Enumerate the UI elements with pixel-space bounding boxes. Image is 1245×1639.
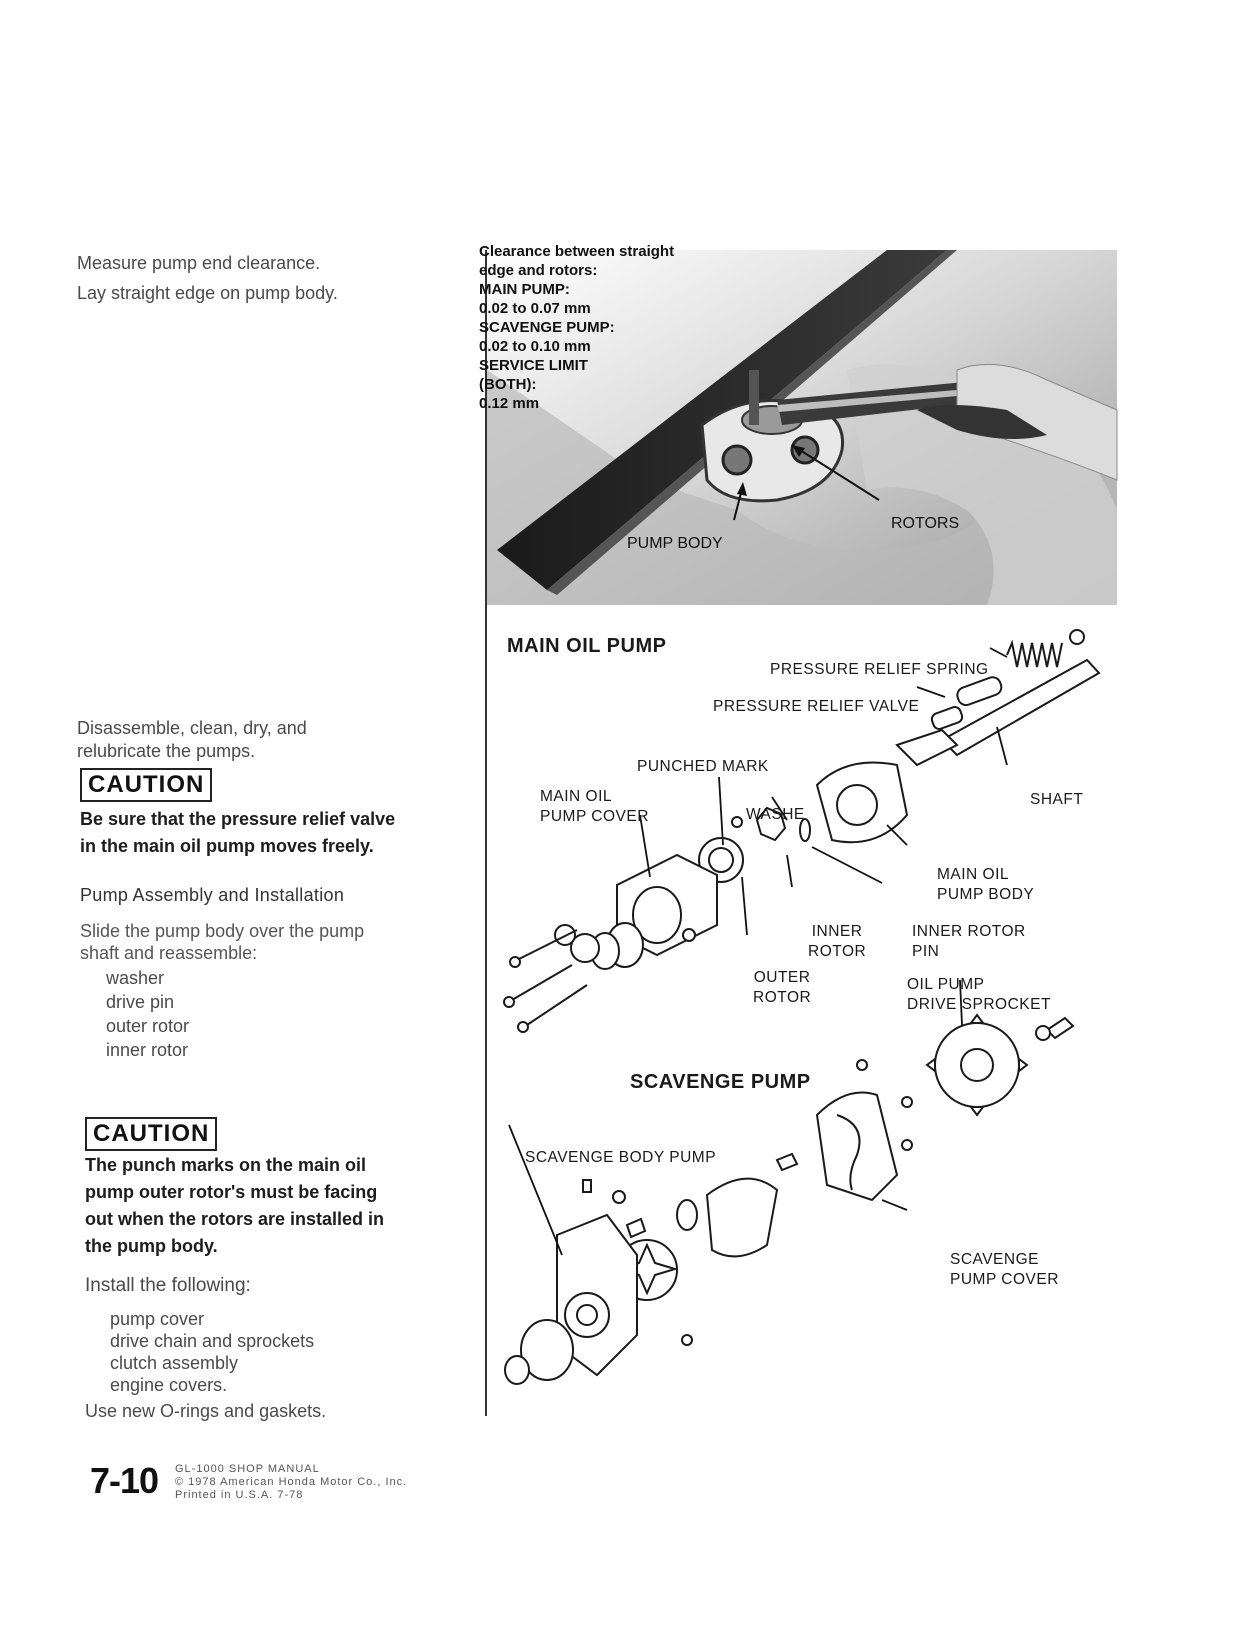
label-line: OIL PUMP (907, 976, 985, 993)
list-item: outer rotor (106, 1016, 190, 1036)
shaft-label: SHAFT (1030, 791, 1084, 808)
caution-1-text (80, 806, 395, 860)
caution-label-2: CAUTION (85, 1117, 217, 1151)
scavenge-pump-title: SCAVENGE PUMP (630, 1071, 811, 1093)
outer-rotor-label (753, 968, 811, 1008)
slide-line-2: shaft and reassemble: (80, 943, 258, 963)
footer-line-2: © 1978 American Honda Motor Co., Inc. (175, 1476, 408, 1488)
label-line: DRIVE SPROCKET (907, 996, 1051, 1013)
caution-2-line-2: pump outer rotor's must be facing (85, 1182, 378, 1202)
footer-line-1: GL-1000 SHOP MANUAL (175, 1463, 320, 1475)
washer-label: WASHE (746, 806, 805, 823)
spec-line: SERVICE LIMIT (479, 357, 588, 374)
caution-2-line-3: out when the rotors are installed in (85, 1209, 385, 1229)
disassemble-line-1: Disassemble, clean, dry, and (77, 718, 307, 738)
spec-line: 0.12 mm (479, 395, 540, 412)
spec-line: edge and rotors: (479, 262, 598, 279)
drive-sprocket-label (907, 975, 1051, 1015)
disassemble-line-2: relubricate the pumps. (77, 741, 256, 761)
inner-rotor-label (808, 922, 866, 962)
list-item: inner rotor (106, 1040, 189, 1060)
slide-line-1: Slide the pump body over the pump (80, 921, 365, 941)
footer-info (175, 1463, 407, 1502)
label-line: OUTER (753, 969, 811, 986)
rotors-label: ROTORS (891, 515, 960, 532)
intro-line-2: Lay straight edge on pump body. (77, 283, 338, 303)
pump-clearance-photo (479, 243, 1117, 605)
spec-line: (BOTH): (479, 376, 537, 393)
label-line: INNER (811, 923, 863, 940)
spec-block (479, 242, 674, 413)
pressure-relief-spring-label: PRESSURE RELIEF SPRING (770, 661, 989, 678)
spec-line: MAIN PUMP: (479, 281, 570, 298)
list-item: washer (106, 968, 165, 988)
label-line: PIN (912, 943, 940, 960)
caution-1-line-2: in the main oil pump moves freely. (80, 836, 374, 856)
main-oil-pump-cover-label (540, 787, 649, 827)
slide-list (106, 966, 189, 1062)
install-list (110, 1308, 314, 1396)
install-heading: Install the following: (85, 1275, 251, 1296)
caution-1-line-1: Be sure that the pressure relief valve (80, 809, 396, 829)
intro-text (77, 250, 338, 306)
caution-2-line-1: The punch marks on the main oil (85, 1155, 367, 1175)
label-line: ROTOR (753, 989, 812, 1006)
assembly-heading: Pump Assembly and Installation (80, 885, 345, 905)
scavenge-pump-cover-label (950, 1250, 1059, 1290)
label-line: MAIN OIL (540, 788, 613, 805)
caution-2-text (85, 1152, 384, 1260)
slide-text (80, 920, 364, 964)
list-item: drive chain and sprockets (110, 1331, 315, 1351)
main-oil-pump-title: MAIN OIL PUMP (507, 635, 667, 657)
spec-line: 0.02 to 0.10 mm (479, 338, 591, 355)
inner-rotor-pin-label (912, 922, 1026, 962)
list-item: pump cover (110, 1309, 205, 1329)
list-item: drive pin (106, 992, 175, 1012)
footer-line-3: Printed in U.S.A. 7-78 (175, 1489, 304, 1501)
spec-line: SCAVENGE PUMP: (479, 319, 615, 336)
list-item: clutch assembly (110, 1353, 239, 1373)
main-oil-pump-body-label (937, 865, 1034, 905)
list-item: engine covers. (110, 1375, 228, 1395)
punched-mark-label: PUNCHED MARK (637, 758, 769, 775)
label-line: PUMP COVER (540, 808, 649, 825)
pump-body-label: PUMP BODY (627, 535, 723, 552)
label-line: INNER ROTOR (912, 923, 1026, 940)
pressure-relief-valve-label: PRESSURE RELIEF VALVE (713, 698, 920, 715)
page-number: 7-10 (90, 1460, 159, 1501)
disassemble-text (77, 717, 307, 763)
scavenge-body-pump-label: SCAVENGE BODY PUMP (525, 1149, 717, 1166)
new-orings-text: Use new O-rings and gaskets. (85, 1401, 327, 1421)
caution-label-1: CAUTION (80, 768, 212, 802)
spec-line: 0.02 to 0.07 mm (479, 300, 591, 317)
exploded-pump-diagram (487, 615, 1117, 1415)
label-line: SCAVENGE (950, 1251, 1039, 1268)
caution-2-line-4: the pump body. (85, 1236, 218, 1256)
intro-line-1: Measure pump end clearance. (77, 253, 321, 273)
spec-line: Clearance between straight (479, 243, 675, 260)
label-line: ROTOR (808, 943, 867, 960)
label-line: MAIN OIL (937, 866, 1010, 883)
label-line: PUMP BODY (937, 886, 1035, 903)
label-line: PUMP COVER (950, 1271, 1059, 1288)
